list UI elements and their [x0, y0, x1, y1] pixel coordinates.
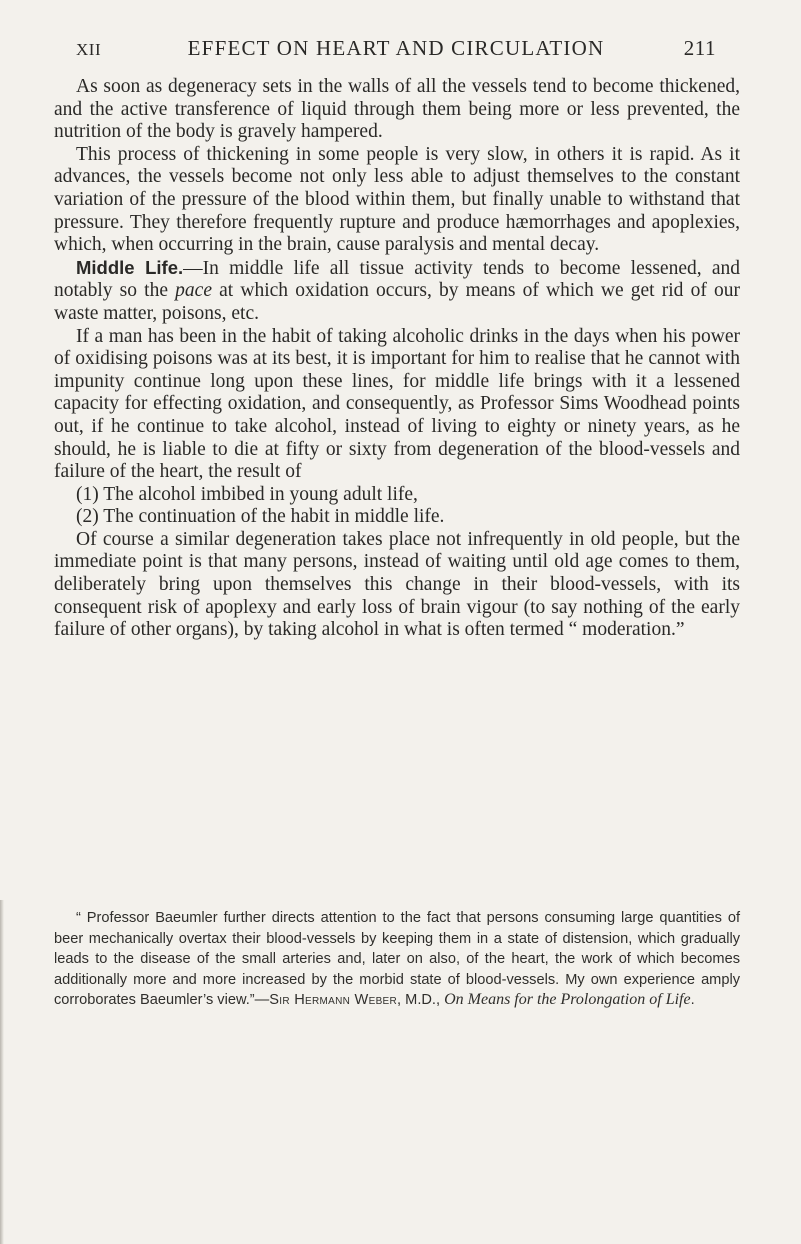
footnote-quote: “ Professor Baeumler further directs attention to the fact that persons consuming large quantities of beer mechanically overtax their blood-vessels by keeping them in a state of distension, which gradually leads to the disease of the small arteries and, later on also, of the heart, the work of which becomes additionally more and more increased by the morbid state of blood-vessels. My own experience amply corroborates Baeumler’s view.”—: [54, 910, 740, 1009]
footnote-credentials: , M.D.,: [397, 992, 445, 1009]
body-text: [54, 76, 740, 642]
paragraph: If a man has been in the habit of taking alcoholic drinks in the days when his power of oxidising poisons was at its best, it is important for him to realise that he cannot with impunity continue long upon these lines, for middle life brings with it a lessened capacity for effecting oxidation, and consequently, as Professor Sims Woodhead points out, if he continue to take alcohol, instead of living to eighty or ninety years, as he should, he is liable to die at fifty or sixty from degeneration of the blood-vessels and failure of the heart, the result of: [54, 325, 740, 483]
page-edge-shadow: [0, 900, 4, 1244]
paragraph-text: —In middle life all tissue activity tends to become lessened, and notably so the: [54, 257, 741, 302]
running-head: [76, 36, 716, 66]
italic-word: pace: [175, 280, 212, 302]
chapter-number: XII: [76, 40, 102, 59]
footnote-source-title: On Means for the Prolongation of Life: [444, 991, 691, 1009]
running-title: EFFECT ON HEART AND CIRCULATION: [187, 36, 605, 60]
paragraph-middle-life: [54, 257, 740, 326]
list-item: (1) The alcohol imbibed in young adult life,: [76, 483, 418, 505]
list-item: (2) The continuation of the habit in middle life.: [76, 506, 445, 528]
paragraph: As soon as degeneracy sets in the walls of all the vessels tend to become thickened, and the active transference of liquid through them being more or less prevented, the nutrition of the body is gravely hampered.: [54, 76, 740, 143]
paragraph-text: at which oxidation occurs, by means of which we get rid of our waste matter, poisons, etc.: [54, 280, 741, 324]
paragraph: This process of thickening in some people is very slow, in others it is rapid. As it advances, the vessels become not only less able to adjust themselves to the constant variation of the pressure of the blood within them, but finally unable to withstand that pressure. They therefore frequently rupture and produce hæmorrhages and apoplexies, which, when occurring in the brain, cause paralysis and mental decay.: [54, 143, 740, 256]
footnote-author: Sir Hermann Weber: [269, 992, 398, 1009]
footnote-end: .: [690, 992, 695, 1009]
footnote: [54, 908, 740, 1011]
paragraph: Of course a similar degeneration takes place not infrequently in old people, but the immediate point is that many persons, instead of waiting until old age comes to them, deliberately bring upon themselves this change in their blood-vessels, with its consequent risk of apoplexy and early loss of brain vigour (to say nothing of the early failure of other organs), by taking alcohol in what is often termed “ moderation.”: [54, 528, 740, 641]
page-number: 211: [683, 36, 716, 60]
section-heading: Middle Life.: [76, 256, 184, 278]
